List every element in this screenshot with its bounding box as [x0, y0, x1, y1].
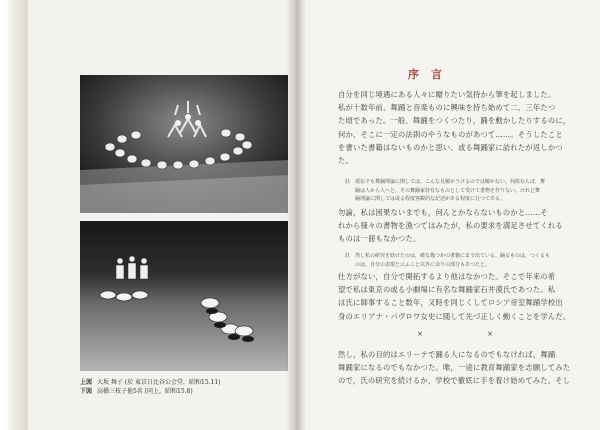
- page-title: 序言: [408, 68, 454, 81]
- note-line: のは，自分の表現と云ふこと以外に余りの部分もあつたと。: [345, 261, 491, 268]
- book-gutter: [286, 0, 306, 430]
- separator-mark: ×: [417, 330, 423, 338]
- note-line: 註 現在でも舞踊理論に関しては，こんな見解がうけるのでは解かない。何故ならば，舞: [345, 179, 546, 185]
- footnote-1: [345, 178, 590, 204]
- caption-label: 上図: [80, 379, 93, 386]
- text-line: れから様々の書物を漁つてはみたが，私の要求を満足させてくれる: [338, 221, 563, 231]
- text-line: を書いた書籍はないものかと思い、或る舞踊家に訪れたが返しかつ: [338, 142, 563, 152]
- text-line: 自分を同じ境遇にある人々に贈りたい気持から筆を起しました。: [338, 90, 556, 99]
- footnote-2: [345, 252, 590, 269]
- text-line: は氏に師事すること数年，又時を同じくしてロシア帝室舞踊学校出: [338, 298, 563, 308]
- text-line: 身のエリアナ・パヴロワ女史に随して先づ正しく動くことを学んだ。: [338, 311, 571, 321]
- text-line: 勿論，私は困果ないまでも，何んとかならないものかと……そ: [338, 208, 548, 217]
- preface-paragraph-2: [338, 206, 588, 246]
- caption-text: 大坂 舞子 (於 東京日比谷公会堂，昭和15.11): [96, 379, 221, 386]
- caption-top: [80, 378, 295, 387]
- text-line: た頃であった。一般、舞踊をつくつたり，踊を動かしたりするのに，: [338, 116, 571, 126]
- photo-captions: [80, 378, 295, 396]
- text-line: 私が十数年前、舞踊と音楽ものに興味を持ち始めて二、三年たつ: [338, 103, 556, 113]
- text-line: ものは一冊もなかつた。: [338, 234, 421, 244]
- caption-label: 下図: [80, 388, 93, 395]
- note-line: 踊理論に関しては或る程度客観的な記述がある程度に行つてある。: [345, 196, 506, 202]
- text-line: た。: [338, 156, 353, 166]
- section-separator: [385, 330, 525, 338]
- text-line: ので，氏の研究を続けるか，学校で徹底に手を着け始めてみた。そし: [338, 376, 571, 386]
- text-line: 舞踊家になるのでもなかつた。唯，一途に教育舞踊家を志願してみた: [338, 363, 571, 373]
- text-line: 望で私は東京の或る小劇場に有名な舞踊家石井漠氏であつた。私: [338, 285, 556, 295]
- note-line: 踊は人から人へと，その舞踊家特有なものとして受けて書物を作りない。けれど舞: [345, 187, 541, 194]
- photo-top: [80, 75, 288, 213]
- preface-paragraph-3: [338, 270, 588, 323]
- note-line: 註 然し私の研究を助けたのは，確な幾つかの書籍にまで出ている。踊るものは，つくるも: [345, 253, 551, 259]
- photo-bottom: [80, 221, 288, 371]
- text-line: 然し，私の目的はエリーテで踊る人になるのでもなければ，舞踊: [338, 350, 556, 359]
- preface-paragraph-4: [338, 348, 588, 388]
- text-line: 何か、そこに一定の法則のやうなものがあつて……。そうしたこと: [338, 129, 563, 139]
- text-line: 仕方がない，自分で開拓するより他はなかつた。そこで年来の希: [338, 272, 556, 281]
- preface-paragraph-1: [338, 88, 588, 167]
- page-edge: [0, 0, 28, 430]
- caption-text: 高橋三枝子他5名 (同上，昭和15.8): [96, 388, 193, 395]
- separator-mark: ×: [487, 330, 493, 338]
- caption-bottom: [80, 387, 295, 396]
